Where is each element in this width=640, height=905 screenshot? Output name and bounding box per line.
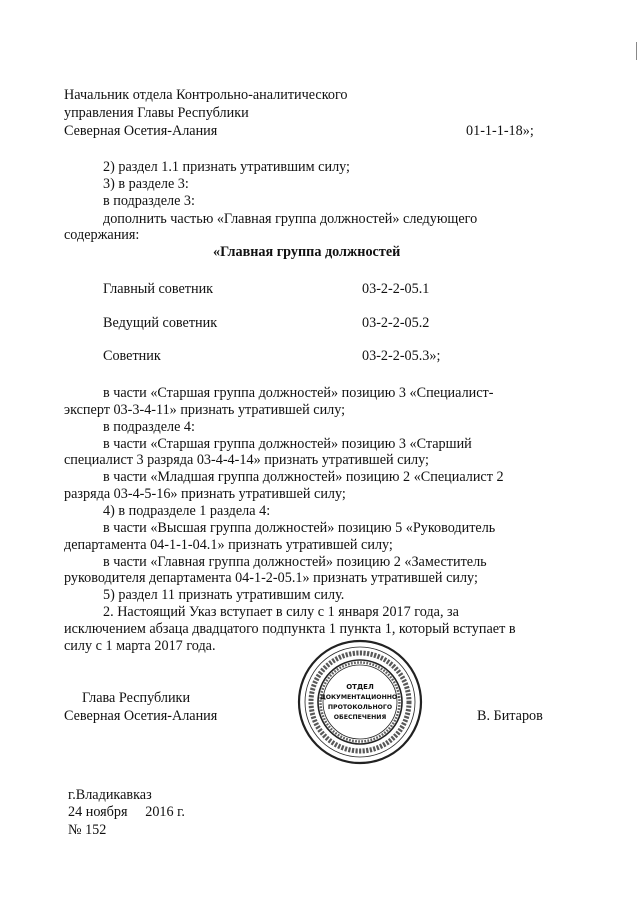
stamp-text: ОБЕСПЕЧЕНИЯ bbox=[333, 714, 387, 721]
effective-date-line-2: исключением абзаца двадцатого подпункта 1 пункта 1, который вступает в bbox=[64, 621, 516, 637]
header-line-3: Северная Осетия-Алания bbox=[64, 123, 218, 139]
position-title: Советник bbox=[103, 348, 161, 364]
group-title: «Главная группа должностей bbox=[213, 244, 401, 260]
senior-group-line-1: в части «Старшая группа должностей» позицию 3 «Специалист- bbox=[103, 385, 494, 401]
decree-number: № 152 bbox=[68, 822, 107, 838]
subsection-4: в подразделе 4: bbox=[103, 419, 195, 435]
junior-group-line-1: в части «Младшая группа должностей» позицию 2 «Специалист 2 bbox=[103, 469, 504, 485]
highest-group-line-1: в части «Высшая группа должностей» позицию 5 «Руководитель bbox=[103, 520, 496, 536]
main-group-line-1: в части «Главная группа должностей» позицию 2 «Заместитель bbox=[103, 554, 487, 570]
junior-group-line-2: разряда 03-4-5-16» признать утратившей силу; bbox=[64, 486, 346, 502]
header-line-1: Начальник отдела Контрольно-аналитического bbox=[64, 87, 348, 103]
position-code: 03-2-2-05.2 bbox=[362, 315, 430, 331]
effective-date-line-3: силу с 1 марта 2017 года. bbox=[64, 638, 216, 654]
signatory-title-line-2: Северная Осетия-Алания bbox=[64, 708, 218, 724]
effective-date-line-1: 2. Настоящий Указ вступает в силу с 1 января 2017 года, за bbox=[103, 604, 459, 620]
position-title: Главный советник bbox=[103, 281, 214, 297]
highest-group-line-2: департамента 04-1-1-04.1» признать утратившей силу; bbox=[64, 537, 393, 553]
item-5: 5) раздел 11 признать утратившим силу. bbox=[103, 587, 345, 603]
stamp-text: ДОКУМЕНТАЦИОННО- bbox=[320, 694, 400, 701]
position-code: 03-2-2-05.1 bbox=[362, 281, 430, 297]
stamp-text: ПРОТОКОЛЬНОГО bbox=[327, 704, 393, 711]
position-title: Ведущий советник bbox=[103, 315, 218, 331]
edge-mark bbox=[636, 42, 637, 60]
item-3: 3) в разделе 3: bbox=[103, 176, 189, 192]
header-code: 01-1-1-18»; bbox=[466, 123, 534, 139]
item-4: 4) в подразделе 1 раздела 4: bbox=[103, 503, 271, 519]
add-part-line-1: дополнить частью «Главная группа должностей» следующего bbox=[103, 211, 478, 227]
senior-group-line-2: эксперт 03-3-4-11» признать утратившей силу; bbox=[64, 402, 346, 418]
subsection-3: в подразделе 3: bbox=[103, 193, 195, 209]
header-line-2: управления Главы Республики bbox=[64, 105, 249, 121]
signatory-title-line-1: Глава Республики bbox=[82, 690, 191, 706]
senior-specialist-line-1: в части «Старшая группа должностей» позицию 3 «Старший bbox=[103, 436, 472, 452]
date: 24 ноября 2016 г. bbox=[68, 804, 185, 820]
senior-specialist-line-2: специалист 3 разряда 03-4-4-14» признать утратившей силу; bbox=[64, 452, 429, 468]
signatory-name: В. Битаров bbox=[477, 708, 543, 724]
city: г.Владикавказ bbox=[68, 787, 152, 803]
item-2: 2) раздел 1.1 признать утратившим силу; bbox=[103, 159, 350, 175]
position-code: 03-2-2-05.3»; bbox=[362, 348, 441, 364]
main-group-line-2: руководителя департамента 04-1-2-05.1» признать утратившей силу; bbox=[64, 570, 478, 586]
stamp-text: ОТДЕЛ bbox=[346, 683, 374, 691]
add-part-line-2: содержания: bbox=[64, 227, 140, 243]
official-stamp bbox=[296, 638, 424, 766]
